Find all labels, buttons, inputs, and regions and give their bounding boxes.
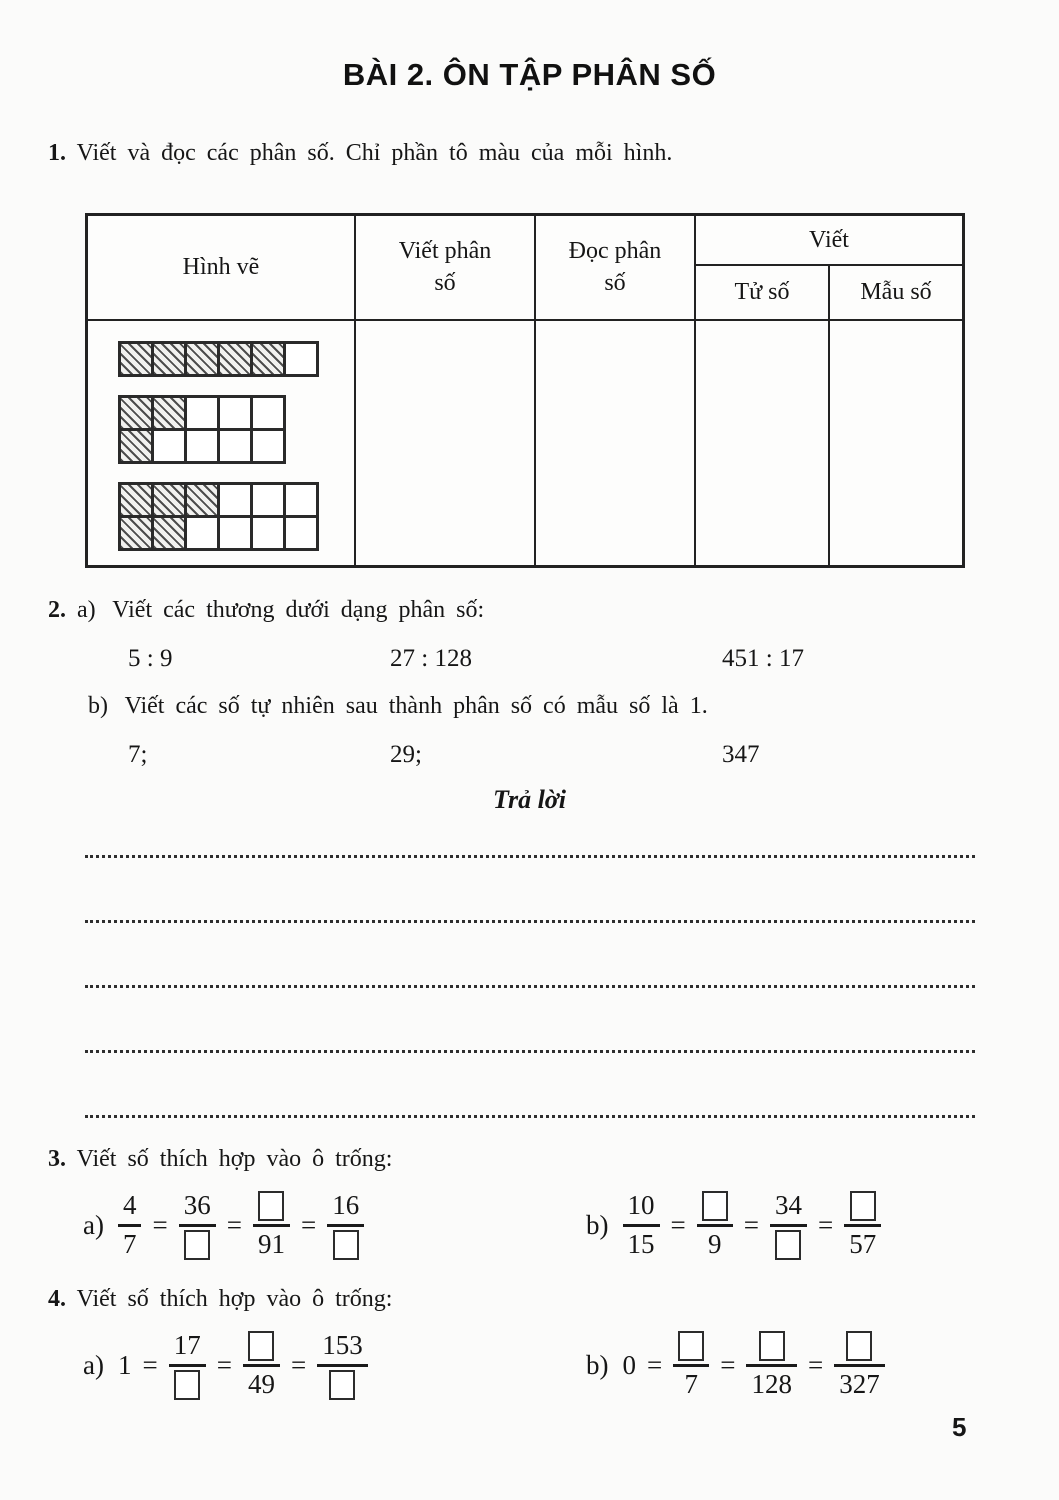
question-1-number: 1. [48,140,66,166]
shaded-cell [121,398,151,428]
numerator [697,1188,733,1224]
shaded-cell [154,485,184,515]
answer-line [85,858,975,923]
numerator: 17 [173,1330,201,1361]
natural-number-3: 347 [722,741,760,768]
fraction [327,1188,364,1263]
denominator [324,1367,360,1403]
equals-sign: = [216,1349,232,1380]
fraction [770,1188,807,1263]
header-write-fraction: Viết phân số [356,216,536,319]
equation-4b [586,1328,887,1403]
empty-cell [220,431,250,461]
numerator [243,1328,279,1364]
answer-box [850,1191,876,1221]
fraction [697,1188,733,1263]
denominator: 15 [627,1228,655,1259]
denominator-cell [830,321,962,565]
write-group-cells [696,321,962,565]
table-header-row [88,216,962,321]
header-write-group [696,216,962,319]
part-label: a) [83,1209,104,1240]
denominator [179,1227,215,1263]
numerator [253,1188,289,1224]
write-fraction-cell [356,321,536,565]
question-2a [48,597,484,624]
equals-sign: = [807,1349,824,1380]
read-fraction-cell [536,321,696,565]
equals-sign: = [670,1209,686,1240]
question-4-text: Viết số thích hợp vào ô trống: [76,1286,393,1312]
answer-lines [85,793,975,1118]
fraction [673,1328,709,1403]
empty-cell [187,398,217,428]
shaded-cell [154,344,184,374]
part-label: b) [586,1349,609,1380]
equation-3b [586,1188,883,1263]
denominator: 9 [707,1228,722,1259]
answer-box [184,1230,210,1260]
figure-grid-1 [118,341,319,377]
fraction [179,1188,216,1263]
header-write-subrow [696,266,962,319]
numerator: 10 [627,1190,655,1221]
question-3-number: 3. [48,1146,66,1172]
empty-cell [286,485,316,515]
question-2b [88,693,708,720]
question-3 [48,1146,392,1173]
denominator: 327 [839,1368,880,1399]
figure-grid-2 [118,395,286,464]
answer-box [678,1331,704,1361]
quotient-item-3: 451 : 17 [722,645,804,672]
shaded-cell [154,518,184,548]
equals-sign: = [817,1209,834,1240]
quotient-item-1: 5 : 9 [128,645,173,672]
shaded-cell [220,344,250,374]
answer-line [85,1053,975,1118]
numerator: 153 [322,1330,363,1361]
answer-box [333,1230,359,1260]
question-2a-text: Viết các thương dưới dạng phân số: [112,597,485,623]
answer-box [248,1331,274,1361]
empty-cell [187,431,217,461]
fraction [317,1328,368,1403]
numerator [754,1328,790,1364]
whole-number: 1 [117,1349,132,1380]
empty-cell [220,485,250,515]
header-numerator: Tử số [696,266,830,319]
answer-box [759,1331,785,1361]
numerator: 36 [183,1190,211,1221]
denominator: 128 [751,1368,792,1399]
fraction [243,1328,280,1403]
answer-box [174,1370,200,1400]
empty-cell [253,518,283,548]
numerator: 16 [332,1190,360,1221]
equals-sign: = [647,1349,663,1380]
quotient-item-2: 27 : 128 [390,645,472,672]
question-4-number: 4. [48,1286,66,1312]
denominator: 57 [849,1228,877,1259]
numerator [845,1188,881,1224]
natural-number-2: 29; [390,741,422,768]
numerator: 4 [122,1190,137,1221]
equals-sign: = [142,1349,158,1380]
part-label: b) [586,1209,609,1240]
denominator: 7 [684,1368,698,1399]
fraction [253,1188,290,1263]
denominator: 91 [257,1228,285,1259]
question-2b-text: Viết các số tự nhiên sau thành phân số có mẫu số là 1. [124,693,708,719]
numerator: 34 [774,1190,802,1221]
question-2a-label: a) [77,597,96,623]
question-3-text: Viết số thích hợp vào ô trống: [76,1146,393,1172]
answer-line [85,923,975,988]
numerator [673,1328,709,1364]
answer-box [258,1191,284,1221]
question-1-text: Viết và đọc các phân số. Chỉ phần tô màu của mỗi hình. [76,140,673,166]
fraction [169,1328,206,1403]
shaded-cell [253,344,283,374]
empty-cell [286,518,316,548]
empty-cell [220,398,250,428]
whole-number: 0 [622,1349,636,1380]
denominator [328,1227,364,1263]
shaded-cell [121,518,151,548]
question-4 [48,1286,392,1313]
empty-cell [220,518,250,548]
equals-sign: = [300,1209,317,1240]
natural-number-1: 7; [128,741,148,768]
shaded-cell [187,344,217,374]
answer-box [329,1370,355,1400]
empty-cell [253,485,283,515]
fraction [834,1328,885,1403]
question-1 [48,140,672,167]
empty-cell [286,344,316,374]
fraction [746,1328,797,1403]
numerator [841,1328,877,1364]
equation-4a [83,1328,370,1403]
empty-cell [253,431,283,461]
equation-3a [83,1188,366,1263]
header-denominator: Mẫu số [860,278,932,305]
header-write: Viết [696,216,962,266]
fraction [623,1188,660,1263]
lesson-title: BÀI 2. ÔN TẬP PHÂN SỐ [342,57,717,92]
answer-box [846,1331,872,1361]
empty-cell [154,431,184,461]
figure-cell [88,321,356,565]
shaded-cell [121,431,151,461]
shaded-cell [187,485,217,515]
answer-box [775,1230,801,1260]
equals-sign: = [152,1209,168,1240]
denominator: 49 [247,1368,275,1399]
answer-box [702,1191,728,1221]
answer-line [85,793,975,858]
equals-sign: = [720,1349,736,1380]
equals-sign: = [743,1209,759,1240]
denominator: 7 [122,1228,137,1259]
question-2-number: 2. [48,597,66,623]
question-2b-label: b) [88,693,108,719]
part-label: a) [83,1349,104,1380]
shaded-cell [154,398,184,428]
denominator [169,1367,205,1403]
empty-cell [187,518,217,548]
answer-line [85,988,975,1053]
fraction-table [85,213,965,568]
numerator-cell [696,321,830,565]
figure-grid-3 [118,482,319,551]
header-read-fraction: Đọc phân số [536,216,696,319]
denominator [770,1227,806,1263]
equals-sign: = [226,1209,242,1240]
empty-cell [253,398,283,428]
fraction [844,1188,881,1263]
answer-heading: Trả lời [493,785,566,814]
shaded-cell [121,485,151,515]
shaded-cell [121,344,151,374]
page-number: 5 [952,1412,967,1442]
header-figure: Hình vẽ [88,216,356,319]
equals-sign: = [290,1349,307,1380]
table-body-row [88,321,962,565]
fraction [118,1188,142,1263]
